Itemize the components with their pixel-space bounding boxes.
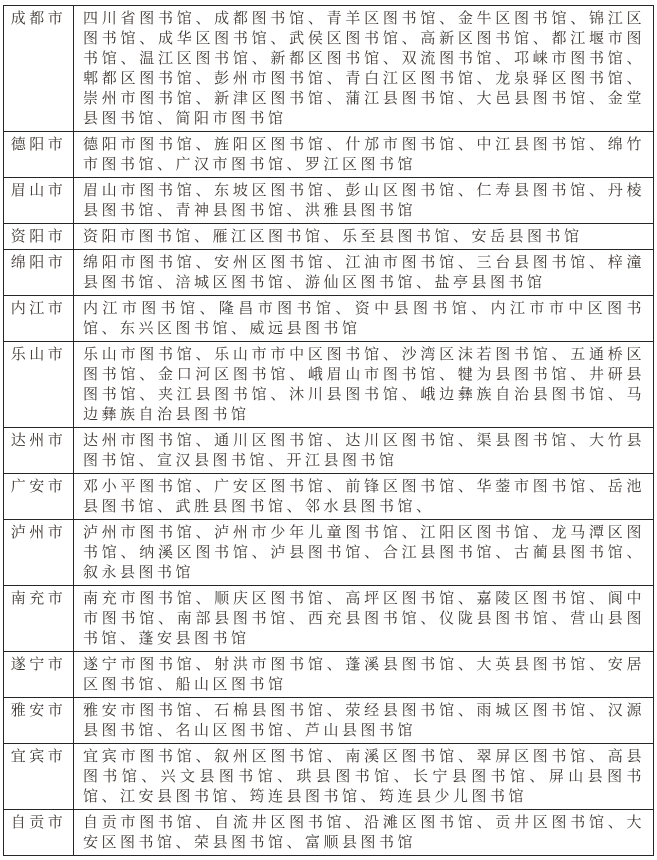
libraries-cell: 乐山市图书馆、乐山市市中区图书馆、沙湾区沫若图书馆、五通桥区图书馆、金口河区图书馆、峨眉山市图书馆、犍为县图书馆、井研县图书馆、夹江县图书馆、沐川县图书馆、峨边彝族自治县图书馆、马边彝族自治县图书馆: [74, 342, 654, 428]
libraries-cell: 资阳市图书馆、雁江区图书馆、乐至县图书馆、安岳县图书馆: [74, 224, 654, 250]
libraries-cell: 内江市图书馆、隆昌市图书馆、资中县图书馆、内江市市中区图书馆、东兴区图书馆、威远县图书馆: [74, 296, 654, 342]
table-row: [4, 586, 654, 652]
city-cell: 德阳市: [4, 132, 74, 178]
libraries-cell: 四川省图书馆、成都图书馆、青羊区图书馆、金牛区图书馆、锦江区图书馆、成华区图书馆、武侯区图书馆、高新区图书馆、都江堰市图书馆、温江区图书馆、新都区图书馆、双流图书馆、邛崃市图书馆、郫都区图书馆、彭州市图书馆、青白江区图书馆、龙泉驿区图书馆、崇州市图书馆、新津区图书馆、蒲江县图书馆、大邑县图书馆、金堂县图书馆、简阳市图书馆: [74, 6, 654, 132]
table-row: [4, 250, 654, 296]
city-cell: 泸州市: [4, 520, 74, 586]
city-cell: 绵阳市: [4, 250, 74, 296]
city-cell: 自贡市: [4, 810, 74, 856]
libraries-cell: 宜宾市图书馆、叙州区图书馆、南溪区图书馆、翠屏区图书馆、高县图书馆、兴文县图书馆、珙县图书馆、长宁县图书馆、屏山县图书馆、江安县图书馆、筠连县图书馆、筠连县少儿图书馆: [74, 744, 654, 810]
libraries-cell: 绵阳市图书馆、安州区图书馆、江油市图书馆、三台县图书馆、梓潼县图书馆、涪城区图书馆、游仙区图书馆、盐亭县图书馆: [74, 250, 654, 296]
table-row: [4, 698, 654, 744]
city-cell: 遂宁市: [4, 652, 74, 698]
city-cell: 雅安市: [4, 698, 74, 744]
city-cell: 宜宾市: [4, 744, 74, 810]
city-library-table: [3, 5, 654, 856]
table-row: [4, 810, 654, 856]
table-row: [4, 428, 654, 474]
libraries-cell: 自贡市图书馆、自流井区图书馆、沿滩区图书馆、贡井区图书馆、大安区图书馆、荣县图书馆、富顺县图书馆: [74, 810, 654, 856]
libraries-cell: 泸州市图书馆、泸州市少年儿童图书馆、江阳区图书馆、龙马潭区图书馆、纳溪区图书馆、泸县图书馆、合江县图书馆、古蔺县图书馆、叙永县图书馆: [74, 520, 654, 586]
table-row: [4, 6, 654, 132]
city-cell: 眉山市: [4, 178, 74, 224]
city-cell: 广安市: [4, 474, 74, 520]
libraries-cell: 达州市图书馆、通川区图书馆、达川区图书馆、渠县图书馆、大竹县图书馆、宣汉县图书馆、开江县图书馆: [74, 428, 654, 474]
table-row: [4, 520, 654, 586]
city-cell: 乐山市: [4, 342, 74, 428]
table-row: [4, 178, 654, 224]
table-row: [4, 342, 654, 428]
libraries-cell: 南充市图书馆、顺庆区图书馆、高坪区图书馆、嘉陵区图书馆、阆中市图书馆、南部县图书馆、西充县图书馆、仪陇县图书馆、营山县图书馆、蓬安县图书馆: [74, 586, 654, 652]
city-cell: 资阳市: [4, 224, 74, 250]
libraries-cell: 邓小平图书馆、广安区图书馆、前锋区图书馆、华蓥市图书馆、岳池县图书馆、武胜县图书馆、邻水县图书馆、: [74, 474, 654, 520]
libraries-cell: 眉山市图书馆、东坡区图书馆、彭山区图书馆、仁寿县图书馆、丹棱县图书馆、青神县图书馆、洪雅县图书馆: [74, 178, 654, 224]
city-cell: 成都市: [4, 6, 74, 132]
table-body: [4, 6, 654, 856]
libraries-cell: 雅安市图书馆、石棉县图书馆、荥经县图书馆、雨城区图书馆、汉源县图书馆、名山区图书馆、芦山县图书馆: [74, 698, 654, 744]
city-cell: 南充市: [4, 586, 74, 652]
table-row: [4, 132, 654, 178]
libraries-cell: 遂宁市图书馆、射洪市图书馆、蓬溪县图书馆、大英县图书馆、安居区图书馆、船山区图书馆: [74, 652, 654, 698]
city-cell: 达州市: [4, 428, 74, 474]
table-row: [4, 224, 654, 250]
city-cell: 内江市: [4, 296, 74, 342]
libraries-cell: 德阳市图书馆、旌阳区图书馆、什邡市图书馆、中江县图书馆、绵竹市图书馆、广汉市图书馆、罗江区图书馆: [74, 132, 654, 178]
table-row: [4, 652, 654, 698]
table-row: [4, 474, 654, 520]
table-row: [4, 744, 654, 810]
table-row: [4, 296, 654, 342]
